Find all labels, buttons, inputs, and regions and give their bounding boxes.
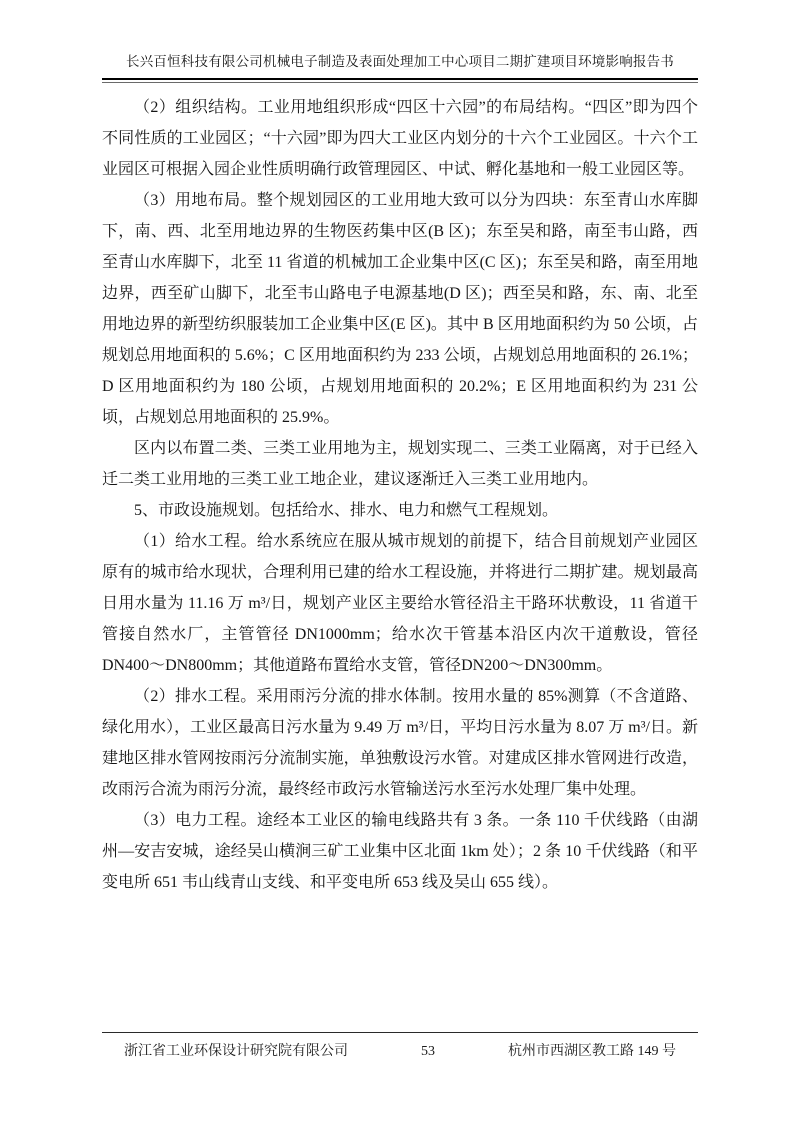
page-footer <box>102 1032 698 1060</box>
paragraph: （3）用地布局。整个规划园区的工业用地大致可以分为四块：东至青山水库脚下，南、西、北至用地边界的生物医药集中区(B 区)；东至吴和路，南至韦山路，西至青山水库脚下，北至 11 省道的机械加工企业集中区(C 区)；东至吴和路，南至用地边界，西至矿山脚下，北至韦山路电子电源基地(D 区)；西至吴和路，东、南、北至用地边界的新型纺织服装加工企业集中区(E 区)。其中 B 区用地面积约为 50 公顷，占规划总用地面积的 5.6%；C 区用地面积约为 233 公顷，占规划总用地面积的 26.1%；D 区用地面积约为 180 公顷，占规划用地面积的 20.2%；E 区用地面积约为 231 公顷，占规划总用地面积的 25.9%。 <box>102 192 698 426</box>
footer-company: 浙江省工业环保设计研究院有限公司 <box>124 1044 348 1059</box>
paragraph: （1）给水工程。给水系统应在服从城市规划的前提下，结合目前规划产业园区原有的城市给水现状，合理利用已建的给水工程设施，并将进行二期扩建。规划最高日用水量为 11.16 万 m³/日，规划产业区主要给水管径沿主干路环状敷设，11 省道干管接自然水厂，主管管径 DN1000mm；给水次干管基本沿区内次干道敷设，管径 DN400～DN800mm；其他道路布置给水支管，管径DN200～DN300mm。 <box>102 533 698 674</box>
document-body <box>0 92 800 898</box>
footer-page-number: 53 <box>421 1044 435 1059</box>
paragraph: （2）组织结构。工业用地组织形成“四区十六园”的布局结构。“四区”即为四个不同性质的工业园区；“十六园”即为四大工业区内划分的十六个工业园区。十六个工业园区可根据入园企业性质明确行政管理园区、中试、孵化基地和一般工业园区等。 <box>102 99 698 178</box>
footer-address: 杭州市西湖区教工路 149 号 <box>508 1044 676 1059</box>
footer-row <box>102 1033 698 1060</box>
header-rule <box>102 78 698 83</box>
paragraph: 区内以布置二类、三类工业用地为主，规划实现二、三类工业隔离，对于已经入迁二类工业用地的三类工业工地企业，建议逐渐迁入三类工业用地内。 <box>102 440 698 488</box>
paragraph: 5、市政设施规划。包括给水、排水、电力和燃气工程规划。 <box>134 502 559 519</box>
page-header <box>0 0 800 83</box>
header-title: 长兴百恒科技有限公司机械电子制造及表面处理加工中心项目二期扩建项目环境影响报告书 <box>126 54 674 69</box>
paragraph: （2）排水工程。采用雨污分流的排水体制。按用水量的 85%测算（不含道路、绿化用水），工业区最高日污水量为 9.49 万 m³/日，平均日污水量为 8.07 万 m³/日。新建地区排水管网按雨污分流制实施，单独敷设污水管。对建成区排水管网进行改造，改雨污合流为雨污分流，最终经市政污水管输送污水至污水处理厂集中处理。 <box>102 688 698 798</box>
paragraph: （3）电力工程。途经本工业区的输电线路共有 3 条。一条 110 千伏线路（由湖州—安吉安城，途经吴山横涧三矿工业集中区北面 1km 处）；2 条 10 千伏线路（和平变电所 651 韦山线青山支线、和平变电所 653 线及吴山 655 线）。 <box>102 812 698 891</box>
